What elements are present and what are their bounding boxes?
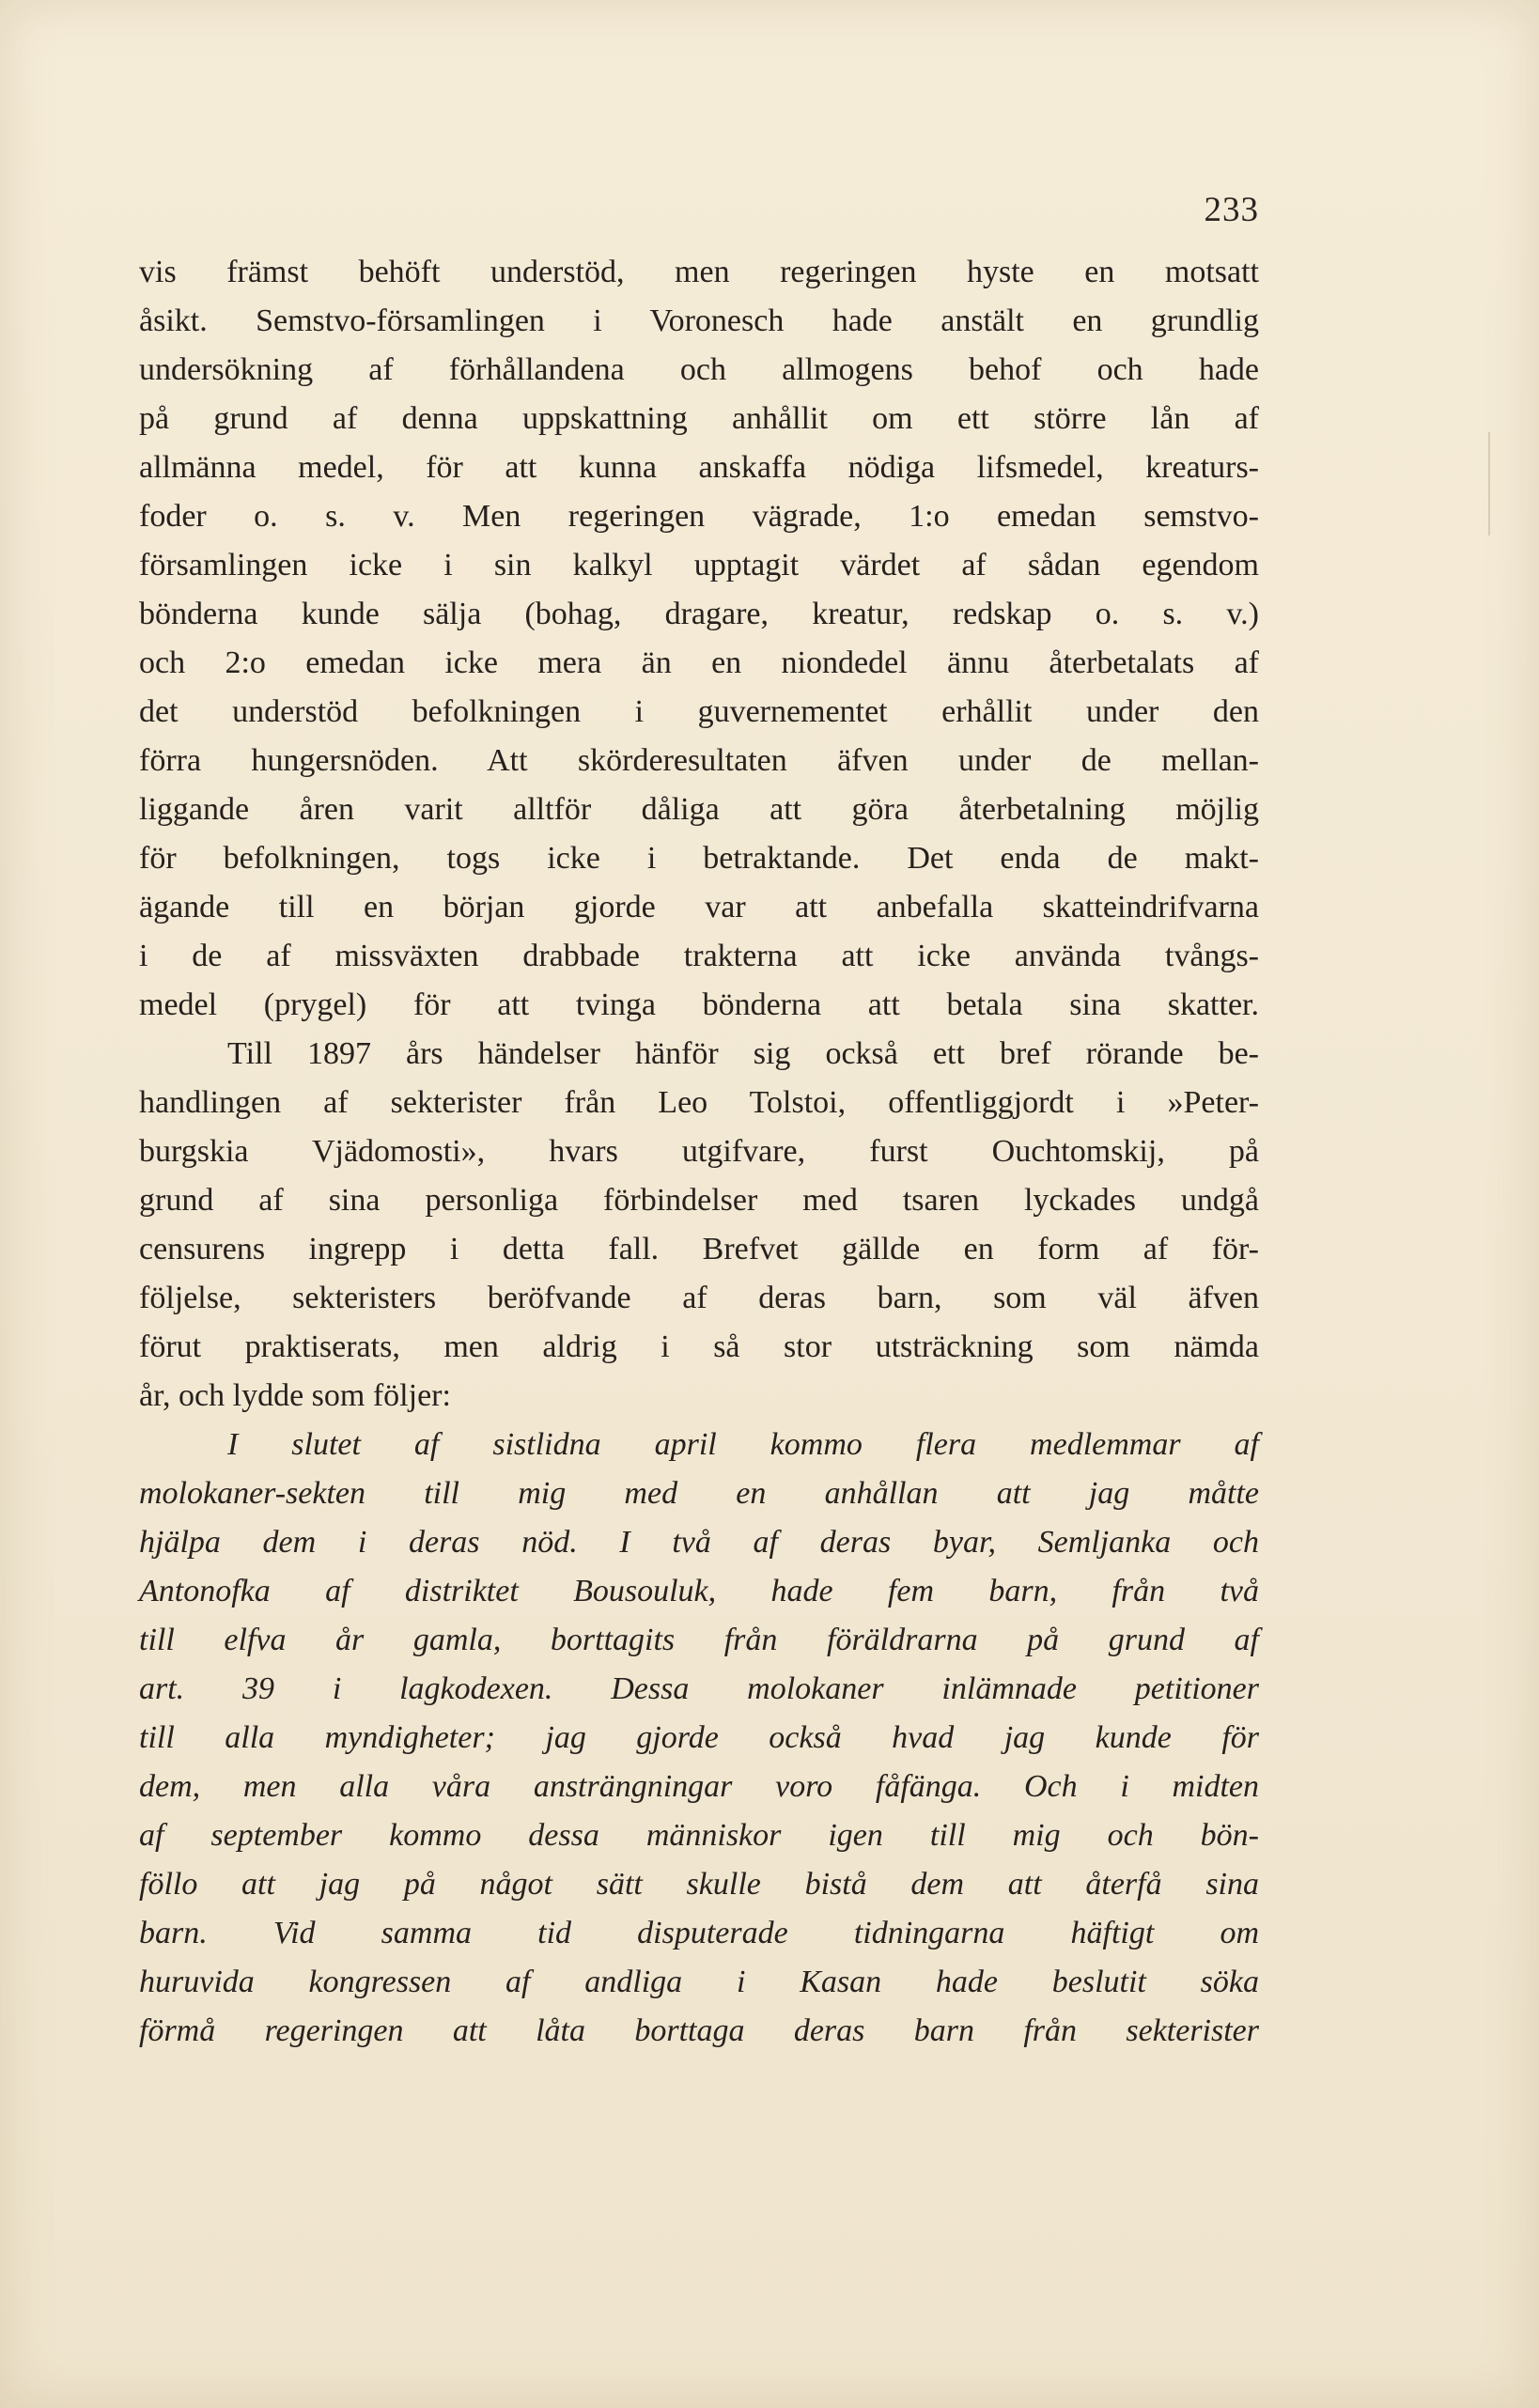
text-line: censurens ingrepp i detta fall. Brefvet gällde en form af för-: [139, 1232, 1259, 1266]
text-line: i de af missväxten drabbade trakterna att icke använda tvångs-: [139, 939, 1259, 973]
text-line: huruvida kongressen af andliga i Kasan hade beslutit söka: [139, 1965, 1259, 1999]
text-line: församlingen icke i sin kalkyl upptagit värdet af sådan egendom: [139, 548, 1259, 583]
text-line: föllo att jag på något sätt skulle bistå dem att återfå sina: [139, 1867, 1259, 1902]
text-line: vis främst behöft understöd, men regeringen hyste en motsatt: [139, 255, 1259, 289]
text-line: Antonofka af distriktet Bousouluk, hade fem barn, från två: [139, 1574, 1259, 1608]
text-line: handlingen af sekterister från Leo Tolstoi, offentliggjordt i »Peter-: [139, 1085, 1259, 1120]
body-text: [139, 248, 1259, 2056]
text-line: för befolkningen, togs icke i betraktande. Det enda de makt-: [139, 841, 1259, 876]
text-line: burgskia Vjädomosti», hvars utgifvare, furst Ouchtomskij, på: [139, 1134, 1259, 1169]
quoted-letter: [139, 1421, 1259, 2056]
text-line: molokaner-sekten till mig med en anhållan att jag måtte: [139, 1476, 1259, 1511]
text-line: liggande åren varit alltför dåliga att göra återbetalning möjlig: [139, 792, 1259, 827]
page-number: 233: [1204, 191, 1259, 229]
text-line: undersökning af förhållandena och allmogens behof och hade: [139, 352, 1259, 387]
text-line: dem, men alla våra ansträngningar voro fåfänga. Och i midten: [139, 1769, 1259, 1804]
text-line: till elfva år gamla, borttagits från föräldrarna på grund af: [139, 1623, 1259, 1657]
text-line: och 2:o emedan icke mera än en niondedel ännu återbetalats af: [139, 645, 1259, 680]
text-line: på grund af denna uppskattning anhållit om ett större lån af: [139, 401, 1259, 436]
text-line: ägande till en början gjorde var att anbefalla skatteindrifvarna: [139, 890, 1259, 924]
text-line: foder o. s. v. Men regeringen vägrade, 1:o emedan semstvo-: [139, 499, 1259, 534]
text-line: art. 39 i lagkodexen. Dessa molokaner inlämnade petitioner: [139, 1671, 1259, 1706]
text-line: åsikt. Semstvo-församlingen i Voronesch hade anstält en grundlig: [139, 303, 1259, 338]
text-line: medel (prygel) för att tvinga bönderna att betala sina skatter.: [139, 987, 1259, 1022]
text-line: det understöd befolkningen i guvernementet erhållit under den: [139, 694, 1259, 729]
text-line: till alla myndigheter; jag gjorde också hvad jag kunde för: [139, 1720, 1259, 1755]
text-line: förmå regeringen att låta borttaga deras barn från sekterister: [139, 2013, 1259, 2048]
text-line: hjälpa dem i deras nöd. I två af deras byar, Semljanka och: [139, 1525, 1259, 1560]
paragraph-famine: [139, 248, 1259, 1030]
text-line: af september kommo dessa människor igen till mig och bön-: [139, 1818, 1259, 1853]
text-line: förut praktiserats, men aldrig i så stor utsträckning som nämda: [139, 1329, 1259, 1364]
text-line: förra hungersnöden. Att skörderesultaten äfven under de mellan-: [139, 743, 1259, 778]
text-line: följelse, sekteristers beröfvande af deras barn, som väl äfven: [139, 1281, 1259, 1315]
text-line: grund af sina personliga förbindelser med tsaren lyckades undgå: [139, 1183, 1259, 1218]
text-line: I slutet af sistlidna april kommo flera medlemmar af: [227, 1427, 1259, 1462]
text-line: barn. Vid samma tid disputerade tidningarna häftigt om: [139, 1916, 1259, 1950]
text-line: år, och lydde som följer:: [139, 1378, 451, 1413]
text-line: allmänna medel, för att kunna anskaffa nödiga lifsmedel, kreaturs-: [139, 450, 1259, 485]
text-line: bönderna kunde sälja (bohag, dragare, kreatur, redskap o. s. v.): [139, 597, 1259, 631]
text-line: Till 1897 års händelser hänför sig också ett bref rörande be-: [227, 1036, 1259, 1071]
paragraph-tolstoi-letter: [139, 1030, 1259, 1421]
page-edge-mark: [1488, 432, 1490, 536]
